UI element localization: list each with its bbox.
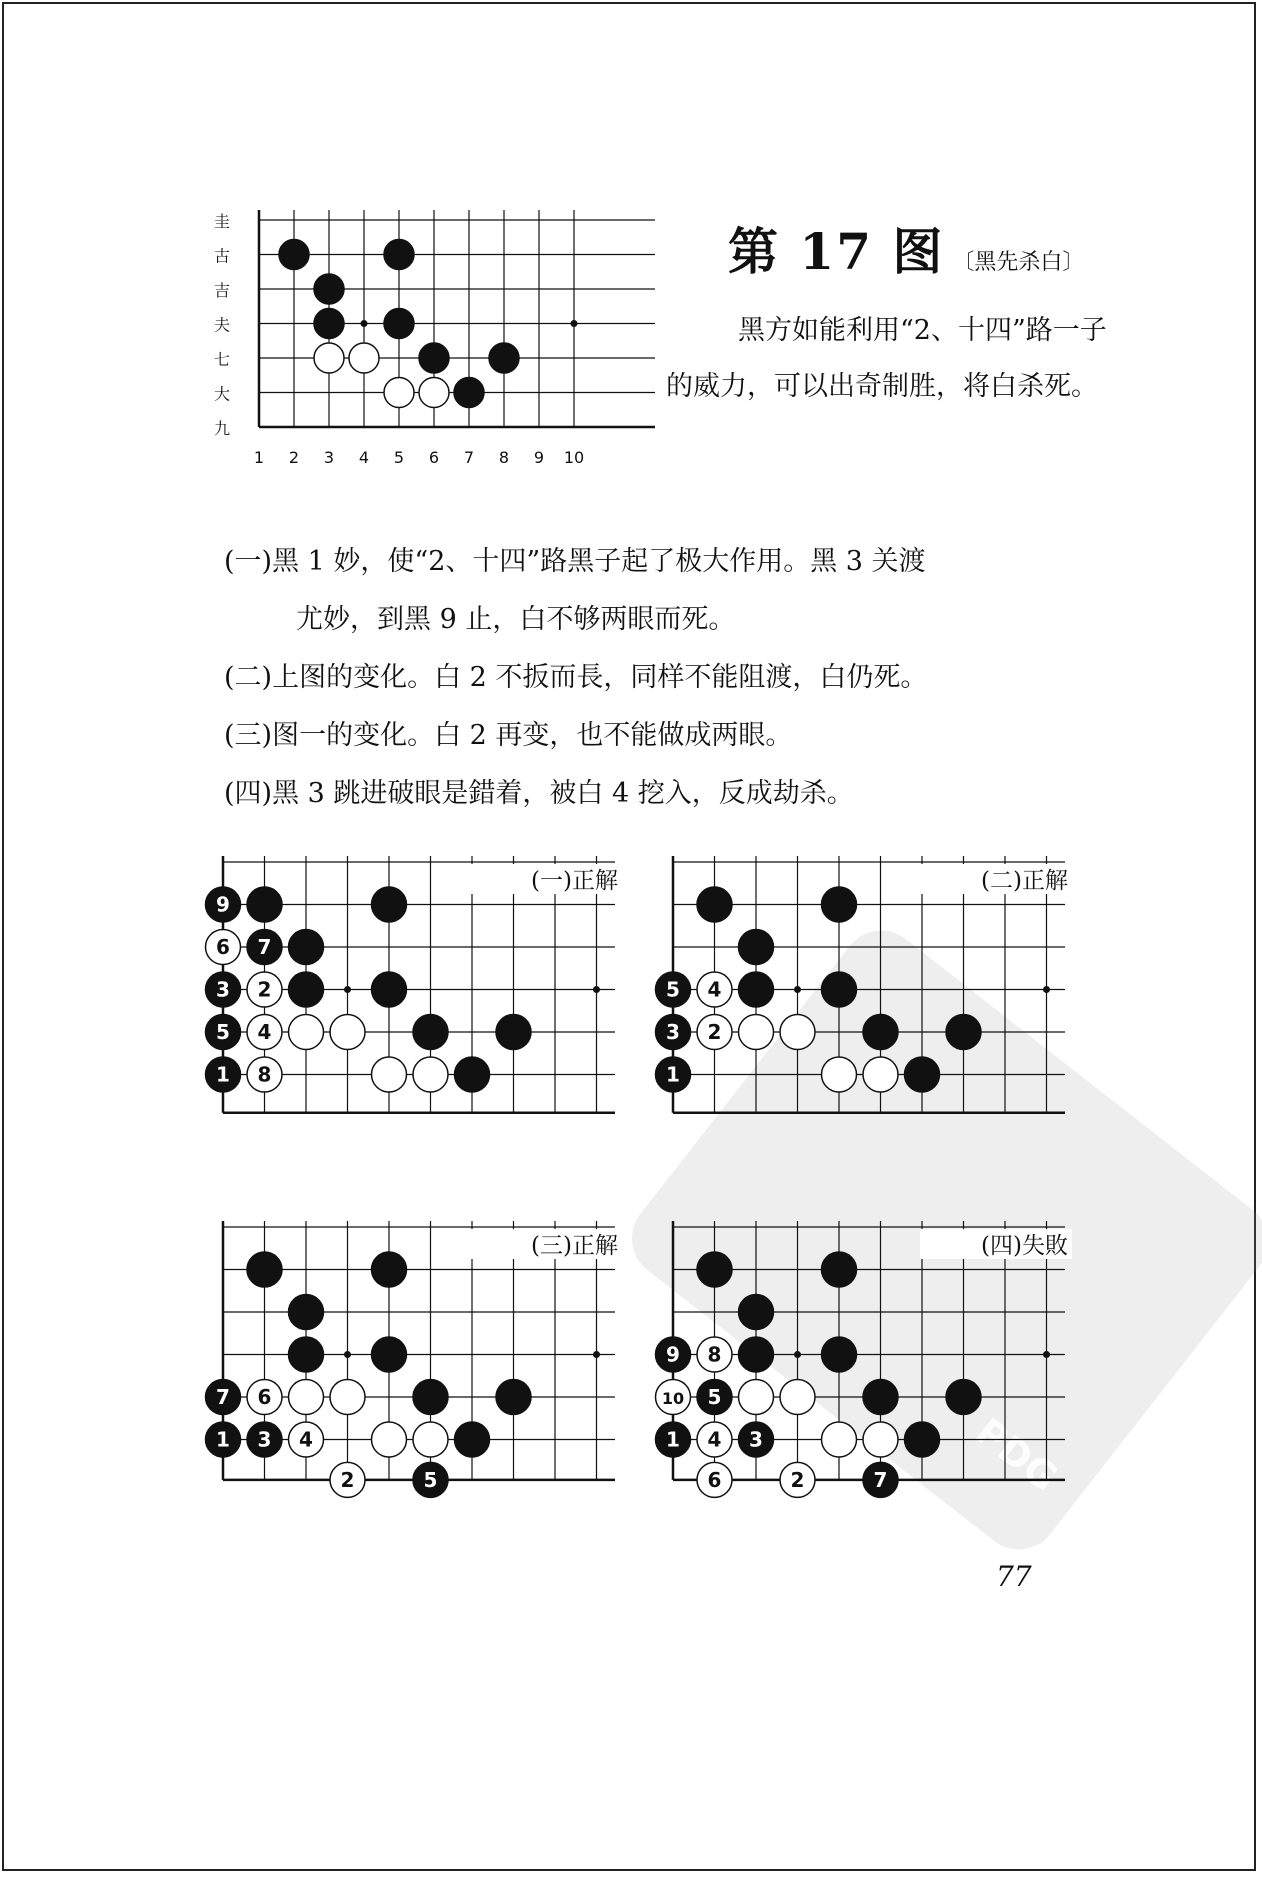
black-stone	[697, 887, 732, 922]
black-stone	[905, 1057, 940, 1092]
black-stone	[384, 309, 414, 339]
black-stone	[739, 930, 774, 965]
main-go-board	[200, 195, 670, 525]
black-stone	[413, 1380, 448, 1415]
black-stone	[372, 1252, 407, 1287]
star-point	[1043, 1351, 1050, 1358]
white-stone	[349, 343, 379, 373]
black-stone	[454, 378, 484, 408]
row-label: 九	[213, 419, 231, 438]
black-stone	[822, 1252, 857, 1287]
white-stone	[863, 1057, 898, 1092]
black-stone	[455, 1057, 490, 1092]
black-stone	[863, 1380, 898, 1415]
black-stone	[863, 1015, 898, 1050]
white-stone	[330, 1380, 365, 1415]
white-stone	[780, 1380, 815, 1415]
solution-notes	[224, 533, 1084, 823]
variation-label: (一)正解	[531, 868, 618, 894]
black-stone	[289, 1295, 324, 1330]
white-stone	[413, 1057, 448, 1092]
white-stone	[822, 1057, 857, 1092]
black-stone	[739, 1295, 774, 1330]
diagram-title: 第 17 图	[728, 222, 945, 281]
black-stone	[697, 1252, 732, 1287]
star-point	[344, 1351, 351, 1358]
move-number: 3	[216, 977, 230, 1002]
move-number: 3	[666, 1020, 680, 1044]
star-point	[571, 320, 578, 327]
black-stone	[496, 1015, 531, 1050]
diagram-subtitle: 〔黑先杀白〕	[952, 250, 1085, 275]
black-stone	[905, 1422, 940, 1457]
row-label: 吉	[213, 281, 231, 300]
black-stone	[384, 240, 414, 270]
col-label: 5	[393, 448, 405, 467]
move-number: 4	[299, 1427, 313, 1452]
white-stone	[372, 1057, 407, 1092]
white-stone	[372, 1422, 407, 1457]
diagram-description: 黑方如能利用“2、十四”路一子的威力，可以出奇制胜，将白杀死。	[666, 315, 1107, 402]
black-stone	[314, 274, 344, 304]
white-stone	[822, 1422, 857, 1457]
move-number: 5	[707, 1385, 722, 1409]
variation-label: (二)正解	[981, 868, 1068, 894]
note-line: (二)上图的变化。白 2 不扳而長，同样不能阻渡，白仍死。	[224, 662, 928, 693]
diagram-heading	[728, 212, 1084, 284]
col-label: 7	[463, 448, 475, 467]
page-number: 77	[996, 1560, 1032, 1593]
black-stone	[822, 972, 857, 1007]
move-number: 2	[707, 1020, 722, 1044]
col-label: 1	[253, 448, 265, 467]
star-point	[344, 986, 351, 993]
move-number: 9	[216, 892, 230, 917]
move-number: 7	[216, 1385, 230, 1409]
col-label: 8	[498, 448, 510, 467]
move-number: 7	[257, 935, 272, 959]
white-stone	[739, 1015, 774, 1050]
move-number: 4	[707, 977, 722, 1002]
move-number: 7	[873, 1467, 888, 1492]
black-stone	[413, 1015, 448, 1050]
move-number: 6	[216, 935, 230, 959]
variation-board-2	[640, 850, 1080, 1150]
row-label: 七	[213, 350, 231, 369]
move-number: 5	[423, 1467, 438, 1492]
move-number: 5	[216, 1020, 230, 1044]
black-stone	[822, 887, 857, 922]
col-label: 2	[288, 448, 300, 467]
star-point	[361, 320, 368, 327]
move-number: 1	[216, 1427, 230, 1452]
star-point	[1043, 986, 1050, 993]
row-label: 古	[213, 246, 231, 266]
move-number: 1	[216, 1062, 230, 1087]
variation-label: (四)失敗	[981, 1233, 1068, 1259]
white-stone	[413, 1422, 448, 1457]
black-stone	[372, 972, 407, 1007]
move-number: 1	[666, 1062, 680, 1087]
col-label: 9	[533, 448, 545, 467]
variation-board-4	[640, 1215, 1080, 1535]
black-stone	[455, 1422, 490, 1457]
star-point	[794, 986, 801, 993]
note-line: 尤妙，到黑 9 止，白不够两眼而死。	[296, 604, 736, 635]
black-stone	[822, 1337, 857, 1372]
move-number: 8	[257, 1062, 272, 1087]
col-label: 3	[323, 448, 335, 467]
move-number: 1	[666, 1427, 680, 1452]
black-stone	[247, 1252, 282, 1287]
variation-label: (三)正解	[531, 1233, 618, 1259]
note-line: (四)黑 3 跳进破眼是錯着，被白 4 挖入，反成劫杀。	[224, 778, 854, 809]
black-stone	[372, 887, 407, 922]
white-stone	[330, 1015, 365, 1050]
star-point	[794, 1351, 801, 1358]
white-stone	[289, 1015, 324, 1050]
note-line: (一)黑 1 妙，使“2、十四”路黑子起了极大作用。黑 3 关渡	[224, 546, 926, 577]
move-number: 5	[666, 977, 680, 1002]
white-stone	[419, 378, 449, 408]
white-stone	[314, 343, 344, 373]
watermark-text: PDG	[967, 1409, 1066, 1500]
move-number: 2	[257, 977, 272, 1002]
black-stone	[739, 1337, 774, 1372]
black-stone	[279, 240, 309, 270]
move-number: 8	[707, 1342, 722, 1367]
black-stone	[496, 1380, 531, 1415]
black-stone	[314, 309, 344, 339]
white-stone	[780, 1015, 815, 1050]
move-number: 2	[790, 1467, 805, 1492]
row-label: 夫	[213, 315, 231, 335]
move-number: 9	[666, 1342, 680, 1367]
col-label: 10	[563, 448, 585, 467]
col-label: 6	[428, 448, 440, 467]
white-stone	[289, 1380, 324, 1415]
move-number: 6	[257, 1385, 272, 1409]
black-stone	[739, 972, 774, 1007]
black-stone	[289, 972, 324, 1007]
white-stone	[739, 1380, 774, 1415]
black-stone	[489, 343, 519, 373]
move-number: 3	[257, 1427, 272, 1452]
black-stone	[247, 887, 282, 922]
star-point	[593, 986, 600, 993]
move-number: 4	[257, 1020, 272, 1044]
star-point	[593, 1351, 600, 1358]
white-stone	[384, 378, 414, 408]
white-stone	[863, 1422, 898, 1457]
col-label: 4	[358, 448, 370, 467]
black-stone	[419, 343, 449, 373]
move-number: 3	[749, 1427, 763, 1452]
black-stone	[289, 930, 324, 965]
variation-board-3	[190, 1215, 630, 1535]
note-line: (三)图一的变化。白 2 再变，也不能做成两眼。	[224, 720, 793, 751]
row-label: 大	[213, 384, 231, 404]
black-stone	[372, 1337, 407, 1372]
row-label: 圭	[213, 212, 231, 231]
black-stone	[946, 1015, 981, 1050]
black-stone	[946, 1380, 981, 1415]
variation-board-1	[190, 850, 630, 1150]
move-number: 2	[340, 1467, 355, 1492]
move-number: 4	[707, 1427, 722, 1452]
move-number: 10	[661, 1389, 685, 1408]
move-number: 6	[707, 1467, 722, 1492]
black-stone	[289, 1337, 324, 1372]
